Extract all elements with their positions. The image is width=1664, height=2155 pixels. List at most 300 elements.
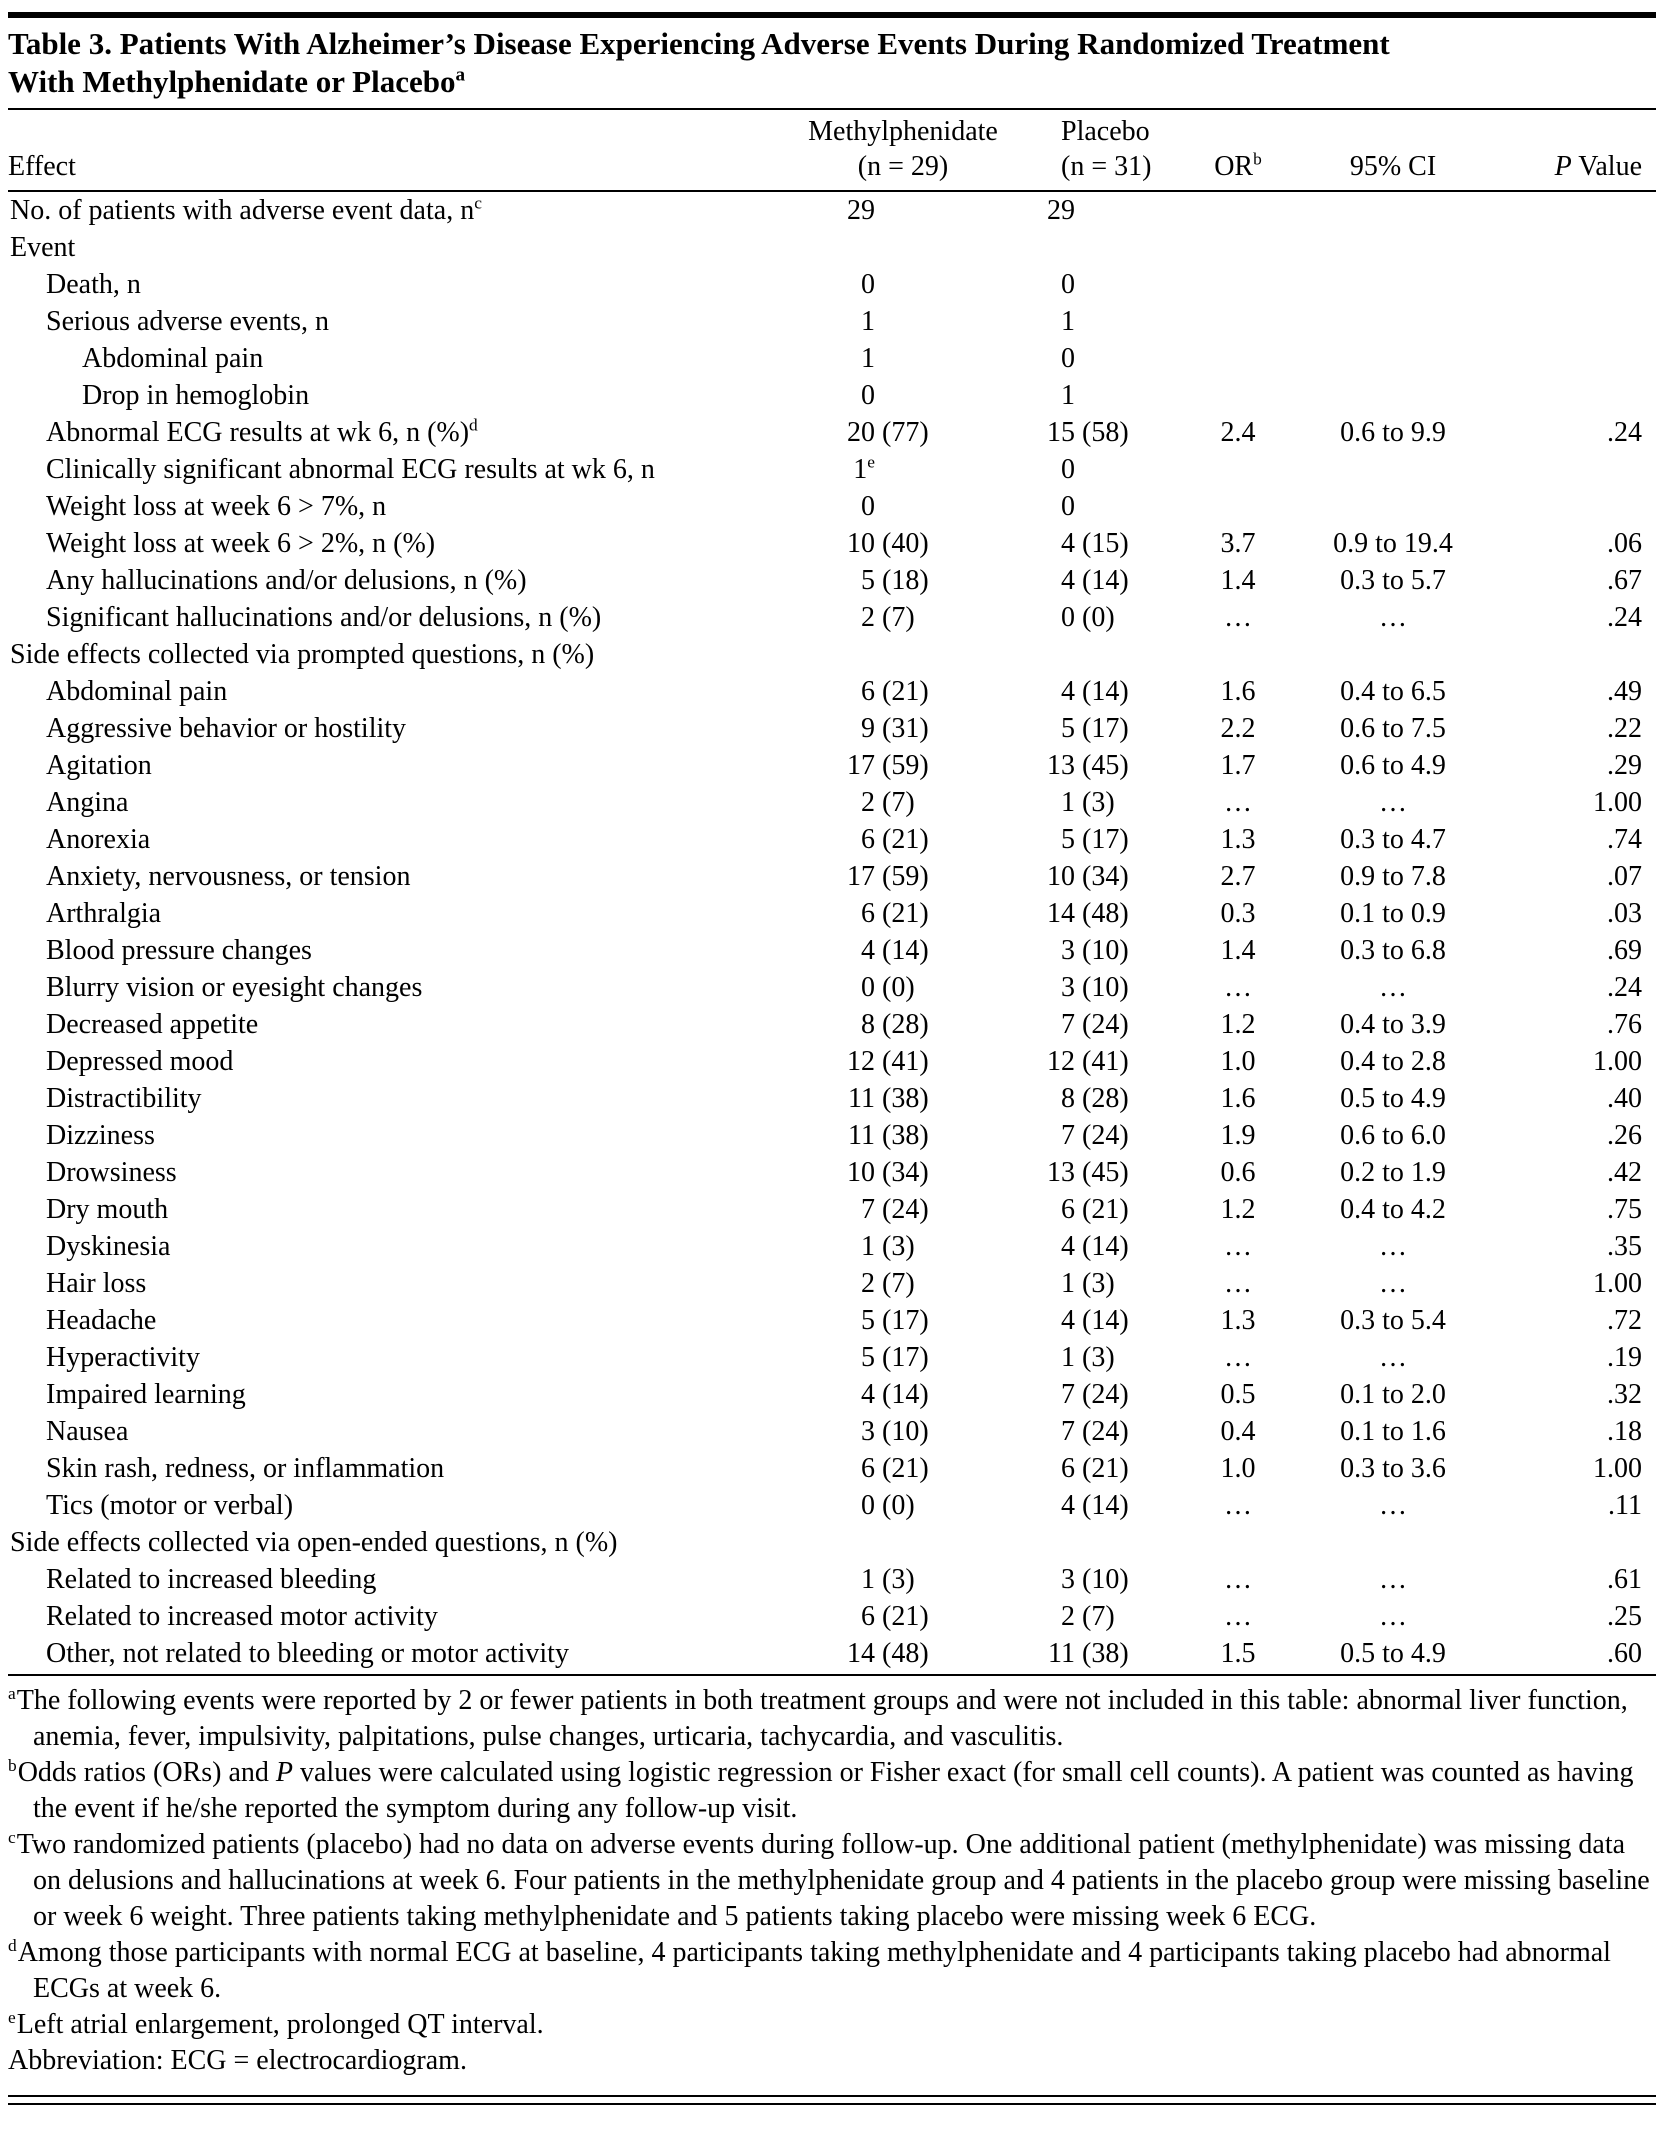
- confidence-interval-cell: 0.5 to 4.9: [1340, 1083, 1446, 1114]
- placebo-value-cell: 4 (15): [1061, 528, 1129, 559]
- methylphenidate-value-cell: 5 (17): [861, 1342, 929, 1373]
- methylphenidate-value-cell: 1 (3): [861, 1231, 915, 1262]
- p-value-cell: .74: [1607, 824, 1642, 855]
- table-row: [8, 1413, 1656, 1450]
- confidence-interval-cell: 0.3 to 6.8: [1340, 935, 1446, 966]
- methylphenidate-n-label: (n = 29): [857, 151, 949, 182]
- placebo-value-cell: 0: [1061, 343, 1075, 374]
- confidence-interval-cell: [1288, 488, 1498, 525]
- or-header-label: OR: [1214, 151, 1254, 182]
- effect-cell: Abnormal ECG results at wk 6, n (%)$^d$: [46, 415, 478, 448]
- effect-cell: Dizziness: [46, 1120, 155, 1151]
- adverse-events-table: [8, 110, 1656, 1672]
- methylphenidate-value-cell: 11 (38): [848, 1120, 929, 1151]
- footnote-marker: d: [8, 1935, 17, 1955]
- effect-cell: Related to increased motor activity: [46, 1601, 438, 1632]
- odds-ratio-cell: [1188, 636, 1288, 673]
- placebo-value-cell: [1003, 1524, 1188, 1561]
- effect-cell: Other, not related to bleeding or motor activity: [46, 1638, 569, 1669]
- effect-cell: Abdominal pain: [46, 676, 228, 707]
- odds-ratio-cell: 1.7: [1220, 750, 1256, 781]
- odds-ratio-cell: …: [1224, 1490, 1252, 1521]
- placebo-value-cell: 3 (10): [1061, 935, 1129, 966]
- p-value-cell: .24: [1607, 972, 1642, 1003]
- table-row: [8, 1450, 1656, 1487]
- odds-ratio-cell: …: [1224, 972, 1252, 1003]
- table-body: [8, 191, 1656, 1672]
- odds-ratio-cell: [1188, 303, 1288, 340]
- footnote-text: The following events were reported by 2 or fewer patients in both treatment groups and were not included in this table: abnormal liver function, anemia, fever, impulsivity, palpitations, pulse changes, urticaria, tachycardia, and vasculitis.: [16, 1685, 1628, 1752]
- effect-cell: Hair loss: [46, 1268, 147, 1299]
- effect-cell: Angina: [46, 787, 129, 818]
- p-value-cell: .60: [1607, 1638, 1642, 1669]
- section-row: [8, 229, 1656, 266]
- confidence-interval-cell: [1288, 191, 1498, 229]
- footnote-text: values were calculated using logistic regression or Fisher exact (for small cell counts). A patient was counted as having the event if he/she reported the symptom during any follow-up visit.: [33, 1757, 1634, 1824]
- odds-ratio-cell: 1.6: [1220, 676, 1256, 707]
- placebo-value-cell: 6 (21): [1061, 1453, 1129, 1484]
- footnote-abbreviation: [8, 2043, 1652, 2079]
- methylphenidate-value-cell: 11 (38): [848, 1083, 929, 1114]
- methylphenidate-value-cell: [803, 636, 1003, 673]
- p-value-cell: [1498, 636, 1656, 673]
- footnote-marker: a: [8, 1683, 16, 1703]
- methylphenidate-value-cell: 0 (0): [861, 972, 915, 1003]
- table-row: [8, 303, 1656, 340]
- p-value-cell: .35: [1607, 1231, 1642, 1262]
- p-value-cell: .11: [1608, 1490, 1642, 1521]
- table-row: [8, 747, 1656, 784]
- confidence-interval-cell: …: [1379, 972, 1407, 1003]
- methylphenidate-value-cell: 6 (21): [861, 1601, 929, 1632]
- placebo-value-cell: 1 (3): [1061, 787, 1115, 818]
- odds-ratio-cell: [1188, 377, 1288, 414]
- table-row: [8, 377, 1656, 414]
- footnote-text: Abbreviation: ECG = electrocardiogram.: [8, 2045, 467, 2076]
- bottom-rules: [8, 2095, 1656, 2105]
- p-value-cell: .03: [1607, 898, 1642, 929]
- placebo-value-cell: 4 (14): [1061, 1305, 1129, 1336]
- confidence-interval-cell: 0.4 to 6.5: [1340, 676, 1446, 707]
- placebo-value-cell: 1 (3): [1061, 1268, 1115, 1299]
- placebo-value-cell: 5 (17): [1061, 713, 1129, 744]
- table-row: [8, 932, 1656, 969]
- placebo-n-label: (n = 31): [1061, 151, 1152, 182]
- odds-ratio-cell: [1188, 266, 1288, 303]
- methylphenidate-value-cell: 0: [861, 269, 875, 300]
- table-row: [8, 1154, 1656, 1191]
- header-row: [8, 110, 1656, 191]
- methylphenidate-value-cell: 0 (0): [861, 1490, 915, 1521]
- placebo-value-cell: 11 (38): [1048, 1638, 1129, 1669]
- table-title-text: Table 3. Patients With Alzheimer’s Disease Experiencing Adverse Events During Randomized Treatment With Methylphenidate or Placebo: [8, 26, 1390, 99]
- table-row: [8, 1487, 1656, 1524]
- confidence-interval-cell: 0.5 to 4.9: [1340, 1638, 1446, 1669]
- p-value-cell: .18: [1607, 1416, 1642, 1447]
- p-value-cell: .69: [1607, 935, 1642, 966]
- effect-cell: Abdominal pain: [82, 343, 264, 374]
- placebo-value-cell: 7 (24): [1061, 1379, 1129, 1410]
- effect-cell: Anorexia: [46, 824, 151, 855]
- methylphenidate-value-cell: [803, 229, 1003, 266]
- placebo-value-cell: 0: [1061, 454, 1075, 485]
- placebo-value-cell: 13 (45): [1047, 750, 1129, 781]
- methylphenidate-value-cell: 2 (7): [861, 787, 915, 818]
- footnote-a: [8, 1683, 1652, 1755]
- odds-ratio-cell: 1.0: [1220, 1046, 1256, 1077]
- methylphenidate-value-cell: 17 (59): [847, 750, 929, 781]
- odds-ratio-cell: …: [1224, 602, 1252, 633]
- table-row: [8, 1080, 1656, 1117]
- effect-cell: Dry mouth: [46, 1194, 169, 1225]
- effect-cell: Anxiety, nervousness, or tension: [46, 861, 411, 892]
- table-row: [8, 266, 1656, 303]
- odds-ratio-cell: 1.4: [1220, 565, 1256, 596]
- footnote-b: [8, 1755, 1652, 1827]
- table-row: [8, 599, 1656, 636]
- odds-ratio-cell: 1.3: [1220, 824, 1256, 855]
- confidence-interval-cell: …: [1379, 1490, 1407, 1521]
- methylphenidate-value-cell: 17 (59): [847, 861, 929, 892]
- methylphenidate-value-cell: 6 (21): [861, 676, 929, 707]
- p-value-cell: .61: [1607, 1564, 1642, 1595]
- table-row: [8, 858, 1656, 895]
- effect-cell: Blurry vision or eyesight changes: [46, 972, 423, 1003]
- table-row: [8, 1561, 1656, 1598]
- table-row: [8, 1302, 1656, 1339]
- placebo-value-cell: 13 (45): [1047, 1157, 1129, 1188]
- p-value-cell: .42: [1607, 1157, 1642, 1188]
- confidence-interval-cell: …: [1379, 1564, 1407, 1595]
- confidence-interval-cell: 0.3 to 5.4: [1340, 1305, 1446, 1336]
- effect-cell: Skin rash, redness, or inflammation: [46, 1453, 445, 1484]
- footnote-text: Odds ratios (ORs) and: [17, 1757, 276, 1788]
- odds-ratio-cell: 1.6: [1220, 1083, 1256, 1114]
- placebo-value-cell: 4 (14): [1061, 1490, 1129, 1521]
- placebo-value-cell: 14 (48): [1047, 898, 1129, 929]
- odds-ratio-cell: 0.6: [1220, 1157, 1256, 1188]
- p-value-cell: .24: [1607, 417, 1642, 448]
- placebo-value-cell: 3 (10): [1061, 1564, 1129, 1595]
- effect-cell: Arthralgia: [46, 898, 162, 929]
- table-row: [8, 784, 1656, 821]
- confidence-interval-cell: [1288, 229, 1498, 266]
- footnotes: [8, 1674, 1656, 2089]
- odds-ratio-cell: 0.3: [1220, 898, 1256, 929]
- placebo-value-cell: 0 (0): [1061, 602, 1115, 633]
- confidence-interval-cell: 0.4 to 3.9: [1340, 1009, 1446, 1040]
- p-value-cell: .26: [1607, 1120, 1642, 1151]
- placebo-value-cell: 4 (14): [1061, 1231, 1129, 1262]
- odds-ratio-cell: [1188, 1524, 1288, 1561]
- footnote-marker: d: [469, 415, 478, 435]
- odds-ratio-cell: [1188, 451, 1288, 488]
- table-row: [8, 1635, 1656, 1672]
- footnote-marker: e: [867, 452, 875, 472]
- footnote-text: Left atrial enlargement, prolonged QT interval.: [16, 2009, 544, 2040]
- placebo-value-cell: 8 (28): [1061, 1083, 1129, 1114]
- p-value-cell: [1498, 1524, 1656, 1561]
- effect-cell: Tics (motor or verbal): [46, 1490, 294, 1521]
- placebo-value-cell: 29: [1047, 195, 1075, 226]
- table-row: [8, 414, 1656, 451]
- confidence-interval-cell: …: [1379, 602, 1407, 633]
- table-row: [8, 488, 1656, 525]
- confidence-interval-cell: [1288, 377, 1498, 414]
- column-header-effect: [8, 110, 803, 191]
- p-value-cell: 1.00: [1593, 1453, 1642, 1484]
- confidence-interval-cell: …: [1379, 1601, 1407, 1632]
- odds-ratio-cell: [1188, 488, 1288, 525]
- bottom-rule-1: [8, 2095, 1656, 2097]
- placebo-value-cell: 5 (17): [1061, 824, 1129, 855]
- p-header-rest: Value: [1571, 151, 1642, 182]
- placebo-value-cell: 12 (41): [1047, 1046, 1129, 1077]
- table-row: [8, 969, 1656, 1006]
- p-value-cell: .32: [1607, 1379, 1642, 1410]
- table-row: [8, 710, 1656, 747]
- odds-ratio-cell: …: [1224, 1231, 1252, 1262]
- methylphenidate-header-label: Methylphenidate: [808, 116, 998, 147]
- column-header-p-value: [1498, 110, 1656, 191]
- table-row: [8, 451, 1656, 488]
- effect-cell: Decreased appetite: [46, 1009, 259, 1040]
- p-value-cell: 1.00: [1593, 787, 1642, 818]
- placebo-header-label: Placebo: [1061, 116, 1150, 147]
- effect-header-label: Effect: [8, 151, 76, 182]
- methylphenidate-value-cell: 5 (17): [861, 1305, 929, 1336]
- effect-cell: Agitation: [46, 750, 152, 781]
- effect-cell: Impaired learning: [46, 1379, 246, 1410]
- confidence-interval-cell: …: [1379, 1268, 1407, 1299]
- placebo-value-cell: [1003, 229, 1188, 266]
- odds-ratio-cell: 0.5: [1220, 1379, 1256, 1410]
- table-row: [8, 525, 1656, 562]
- methylphenidate-value-cell: 1: [861, 306, 875, 337]
- confidence-interval-cell: [1288, 303, 1498, 340]
- methylphenidate-value-cell: 12 (41): [847, 1046, 929, 1077]
- odds-ratio-cell: [1188, 191, 1288, 229]
- footnote-d: [8, 1935, 1652, 2007]
- placebo-value-cell: [1003, 636, 1188, 673]
- methylphenidate-value-cell: 10 (34): [847, 1157, 929, 1188]
- p-header-italic: P: [1554, 151, 1572, 182]
- confidence-interval-cell: [1288, 1524, 1498, 1561]
- effect-cell: Side effects collected via prompted questions, n (%): [10, 639, 595, 670]
- table-row: [8, 1191, 1656, 1228]
- confidence-interval-cell: [1288, 340, 1498, 377]
- p-value-cell: .40: [1607, 1083, 1642, 1114]
- confidence-interval-cell: …: [1379, 1342, 1407, 1373]
- p-value-cell: .06: [1607, 528, 1642, 559]
- table-row: [8, 1598, 1656, 1635]
- confidence-interval-cell: 0.9 to 7.8: [1340, 861, 1446, 892]
- p-value-cell: [1498, 303, 1656, 340]
- methylphenidate-value-cell: 10 (40): [847, 528, 929, 559]
- methylphenidate-value-cell: 0: [861, 491, 875, 522]
- footnote-c: [8, 1827, 1652, 1935]
- table-row: [8, 340, 1656, 377]
- effect-cell: Related to increased bleeding: [46, 1564, 377, 1595]
- odds-ratio-cell: 1.2: [1220, 1009, 1256, 1040]
- odds-ratio-cell: …: [1224, 1564, 1252, 1595]
- methylphenidate-value-cell: 1: [861, 343, 875, 374]
- effect-cell: Hyperactivity: [46, 1342, 200, 1373]
- placebo-value-cell: 4 (14): [1061, 676, 1129, 707]
- methylphenidate-value-cell: 14 (48): [847, 1638, 929, 1669]
- methylphenidate-value-cell: 4 (14): [861, 935, 929, 966]
- effect-cell: Event: [10, 232, 76, 263]
- table-row: [8, 562, 1656, 599]
- odds-ratio-cell: [1188, 340, 1288, 377]
- p-value-cell: .49: [1607, 676, 1642, 707]
- confidence-interval-cell: [1288, 636, 1498, 673]
- methylphenidate-value-cell: 1 (3): [861, 1564, 915, 1595]
- column-header-confidence-interval: [1288, 110, 1498, 191]
- footnote-text: Two randomized patients (placebo) had no data on adverse events during follow-up. One additional patient (methylphenidate) was missing data on delusions and hallucinations at week 6. Four patients in the methylphenidate group and 4 patients in the placebo group were missing baseline or week 6 weight. Three patients taking methylphenidate and 5 patients taking placebo were missing week 6 ECG.: [16, 1829, 1650, 1932]
- table-row: [8, 1006, 1656, 1043]
- methylphenidate-value-cell: 9 (31): [861, 713, 929, 744]
- confidence-interval-cell: 0.3 to 4.7: [1340, 824, 1446, 855]
- effect-cell: Distractibility: [46, 1083, 202, 1114]
- p-value-cell: .25: [1607, 1601, 1642, 1632]
- methylphenidate-value-cell: 3 (10): [861, 1416, 929, 1447]
- footnote-text: Among those participants with normal ECG at baseline, 4 participants taking methylphenidate and 4 participants taking placebo had abnormal ECGs at week 6.: [17, 1937, 1611, 2004]
- methylphenidate-value-cell: 6 (21): [861, 1453, 929, 1484]
- footnote-marker: c: [474, 193, 482, 213]
- placebo-value-cell: 1: [1061, 306, 1075, 337]
- odds-ratio-cell: 1.9: [1220, 1120, 1256, 1151]
- column-header-odds-ratio: [1188, 110, 1288, 191]
- p-value-cell: 1.00: [1593, 1046, 1642, 1077]
- p-value-cell: [1498, 340, 1656, 377]
- placebo-value-cell: 1 (3): [1061, 1342, 1115, 1373]
- odds-ratio-cell: 2.7: [1220, 861, 1256, 892]
- effect-cell: Weight loss at week 6 > 7%, n: [46, 491, 387, 522]
- confidence-interval-cell: 0.3 to 5.7: [1340, 565, 1446, 596]
- table-row: [8, 821, 1656, 858]
- effect-cell: Drop in hemoglobin: [82, 380, 310, 411]
- table-row: [8, 1117, 1656, 1154]
- p-value-cell: [1498, 377, 1656, 414]
- p-value-cell: [1498, 191, 1656, 229]
- confidence-interval-cell: 0.1 to 0.9: [1340, 898, 1446, 929]
- methylphenidate-value-cell: 7 (24): [861, 1194, 929, 1225]
- placebo-value-cell: 2 (7): [1061, 1601, 1115, 1632]
- odds-ratio-cell: …: [1224, 1268, 1252, 1299]
- confidence-interval-cell: …: [1379, 1231, 1407, 1262]
- table-title-footnote-marker: a: [455, 64, 466, 86]
- methylphenidate-value-cell: 2 (7): [861, 1268, 915, 1299]
- table-title: [8, 18, 1428, 108]
- footnote-e: [8, 2007, 1652, 2043]
- methylphenidate-value-cell: 0: [861, 380, 875, 411]
- confidence-interval-cell: 0.3 to 3.6: [1340, 1453, 1446, 1484]
- p-value-cell: .19: [1607, 1342, 1642, 1373]
- p-value-cell: [1498, 266, 1656, 303]
- table-header: [8, 110, 1656, 191]
- p-value-cell: .75: [1607, 1194, 1642, 1225]
- placebo-value-cell: 1: [1061, 380, 1075, 411]
- odds-ratio-cell: 2.2: [1220, 713, 1256, 744]
- placebo-value-cell: 15 (58): [1047, 417, 1129, 448]
- confidence-interval-cell: 0.1 to 2.0: [1340, 1379, 1446, 1410]
- placebo-value-cell: 6 (21): [1061, 1194, 1129, 1225]
- effect-cell: No. of patients with adverse event data, $n^c$: [10, 193, 482, 226]
- confidence-interval-cell: 0.6 to 6.0: [1340, 1120, 1446, 1151]
- ci-header-label: 95% CI: [1349, 151, 1437, 182]
- methylphenidate-value-cell: [803, 1524, 1003, 1561]
- effect-cell: Blood pressure changes: [46, 935, 312, 966]
- confidence-interval-cell: 0.9 to 19.4: [1333, 528, 1453, 559]
- p-value-cell: [1498, 451, 1656, 488]
- methylphenidate-value-cell: 6 (21): [861, 824, 929, 855]
- odds-ratio-cell: 1.4: [1220, 935, 1256, 966]
- confidence-interval-cell: 0.6 to 4.9: [1340, 750, 1446, 781]
- p-value-cell: .24: [1607, 602, 1642, 633]
- odds-ratio-cell: 1.5: [1220, 1638, 1256, 1669]
- effect-cell: Aggressive behavior or hostility: [46, 713, 407, 744]
- table-row: [8, 1043, 1656, 1080]
- column-header-placebo: [1003, 110, 1188, 191]
- effect-cell: Drowsiness: [46, 1157, 177, 1188]
- table-row: [8, 895, 1656, 932]
- effect-cell: Significant hallucinations and/or delusions, n (%): [46, 602, 602, 633]
- footnote-text: P: [275, 1757, 293, 1788]
- p-value-cell: .07: [1607, 861, 1642, 892]
- placebo-value-cell: 10 (34): [1047, 861, 1129, 892]
- confidence-interval-cell: 0.4 to 2.8: [1340, 1046, 1446, 1077]
- table-row: [8, 673, 1656, 710]
- odds-ratio-cell: 0.4: [1220, 1416, 1256, 1447]
- effect-cell: Nausea: [46, 1416, 129, 1447]
- odds-ratio-cell: 1.3: [1220, 1305, 1256, 1336]
- confidence-interval-cell: 0.4 to 4.2: [1340, 1194, 1446, 1225]
- footnote-marker: e: [8, 2007, 16, 2027]
- methylphenidate-value-cell: 4 (14): [861, 1379, 929, 1410]
- p-value-cell: .22: [1607, 713, 1642, 744]
- placebo-value-cell: 0: [1061, 491, 1075, 522]
- placebo-value-cell: 3 (10): [1061, 972, 1129, 1003]
- methylphenidate-value-cell: 20 (77): [847, 417, 929, 448]
- p-value-cell: .76: [1607, 1009, 1642, 1040]
- odds-ratio-cell: …: [1224, 787, 1252, 818]
- table-row: [8, 1228, 1656, 1265]
- table-row: [8, 1265, 1656, 1302]
- placebo-value-cell: 7 (24): [1061, 1120, 1129, 1151]
- methylphenidate-value-cell: 8 (28): [861, 1009, 929, 1040]
- odds-ratio-cell: 1.0: [1220, 1453, 1256, 1484]
- section-row: [8, 1524, 1656, 1561]
- placebo-value-cell: 0: [1061, 269, 1075, 300]
- confidence-interval-cell: …: [1379, 787, 1407, 818]
- confidence-interval-cell: 0.2 to 1.9: [1340, 1157, 1446, 1188]
- p-value-cell: [1498, 488, 1656, 525]
- odds-ratio-cell: [1188, 229, 1288, 266]
- table-row: [8, 1376, 1656, 1413]
- odds-ratio-cell: 3.7: [1220, 528, 1256, 559]
- p-value-cell: .72: [1607, 1305, 1642, 1336]
- methylphenidate-value-cell: 6 (21): [861, 898, 929, 929]
- confidence-interval-cell: [1288, 451, 1498, 488]
- footnote-marker: b: [8, 1755, 17, 1775]
- p-value-cell: .29: [1607, 750, 1642, 781]
- effect-cell: Death, n: [46, 269, 141, 300]
- p-value-cell: [1498, 229, 1656, 266]
- table-row: [8, 1339, 1656, 1376]
- confidence-interval-cell: 0.1 to 1.6: [1340, 1416, 1446, 1447]
- methylphenidate-value-cell: 5 (18): [861, 565, 929, 596]
